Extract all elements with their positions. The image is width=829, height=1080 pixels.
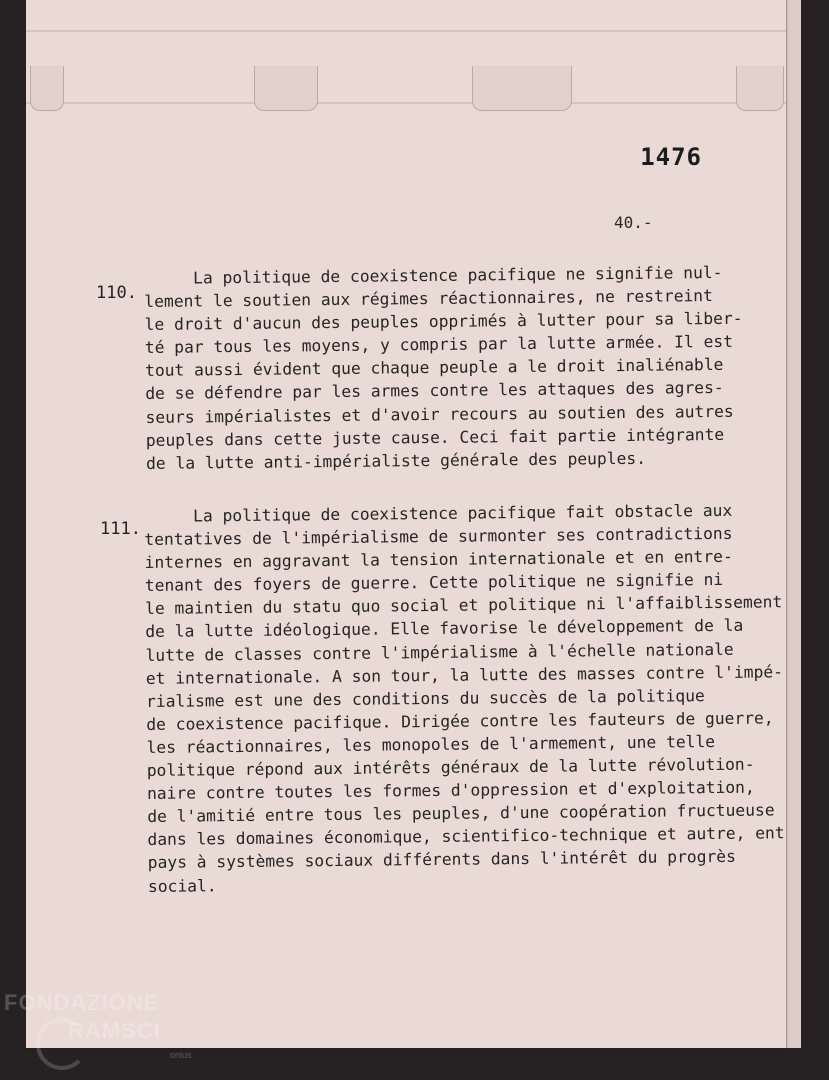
paragraph-number: 110. xyxy=(96,283,137,303)
text-line: de coexistence pacifique. Dirigée contre les fauteurs de guerre, xyxy=(146,708,774,734)
text-line: internes en aggravant la tension internationale et en entre- xyxy=(144,547,733,573)
fold-line xyxy=(26,102,786,104)
binder-tab xyxy=(254,66,318,111)
text-line: seurs impérialistes et d'avoir recours au soutien des autres xyxy=(145,401,734,427)
text-line: La politique de coexistence pacifique fait obstacle aux xyxy=(144,500,733,526)
text-line: de la lutte idéologique. Elle favorise le développement de la xyxy=(145,616,744,642)
text-line: La politique de coexistence pacifique ne signifie nul- xyxy=(144,262,723,288)
text-line: pays à systèmes sociaux différents dans l'intérêt du progrès xyxy=(147,847,736,873)
text-line: le maintien du statu quo social et politique ni l'affaiblissement xyxy=(144,592,783,619)
text-line: peuples dans cette juste cause. Ceci fait partie intégrante xyxy=(145,424,725,450)
page-number: 1476 xyxy=(640,143,702,171)
binder-tab xyxy=(736,66,784,111)
text-line: et internationale. A son tour, la lutte des masses contre l'impé- xyxy=(145,661,784,688)
paragraph-110-text xyxy=(144,261,744,475)
paragraph-111-text xyxy=(144,498,785,897)
text-line: de la lutte anti-impérialiste générale des peuples. xyxy=(145,448,647,473)
paper-back-edge xyxy=(786,0,801,1048)
text-line: tentatives de l'impérialisme de surmonter ses contradictions xyxy=(144,523,733,550)
text-line: les réactionnaires, les monopoles de l'armement, une telle xyxy=(146,731,716,757)
text-line: social. xyxy=(147,875,217,896)
watermark-line1: FONDAZIONE xyxy=(4,990,160,1015)
watermark-line2: RAMSCI xyxy=(68,1018,161,1043)
text-line: le droit d'aucun des peuples opprimés à lutter pour sa liber- xyxy=(144,308,743,335)
paragraph-number: 111. xyxy=(100,519,141,539)
document-page xyxy=(26,0,786,1048)
binder-tab xyxy=(30,66,64,111)
text-line: lement le soutien aux régimes réactionnaires, ne restreint xyxy=(144,286,713,312)
text-line: naire contre toutes les formes d'oppression et d'exploitation, xyxy=(146,777,755,804)
text-line: politique répond aux intérêts généraux de la lutte révolution- xyxy=(146,754,755,781)
text-line: tenant des foyers de guerre. Cette politique ne signifie ni xyxy=(144,570,724,596)
text-line: de se défendre par les armes contre les attaques des agres- xyxy=(145,378,724,404)
text-line: té par tous les moyens, y compris par la lutte armée. Il est xyxy=(144,332,734,358)
watermark xyxy=(4,989,161,1045)
binder-tab xyxy=(472,66,572,111)
text-line: tout aussi évident que chaque peuple a le droit inaliénable xyxy=(144,355,724,381)
watermark-sub: onlus xyxy=(170,1050,192,1060)
text-line: lutte de classes contre l'impérialisme à l'échelle nationale xyxy=(145,639,734,665)
fold-line xyxy=(26,30,786,32)
text-line: rialisme est une des conditions du succès de la politique xyxy=(145,685,705,711)
text-line: dans les domaines économique, scientifico-technique et autre, ent xyxy=(147,823,785,850)
text-line: de l'amitié entre tous les peuples, d'une coopération fructueuse xyxy=(147,800,775,827)
sheet-number: 40.- xyxy=(614,213,653,232)
